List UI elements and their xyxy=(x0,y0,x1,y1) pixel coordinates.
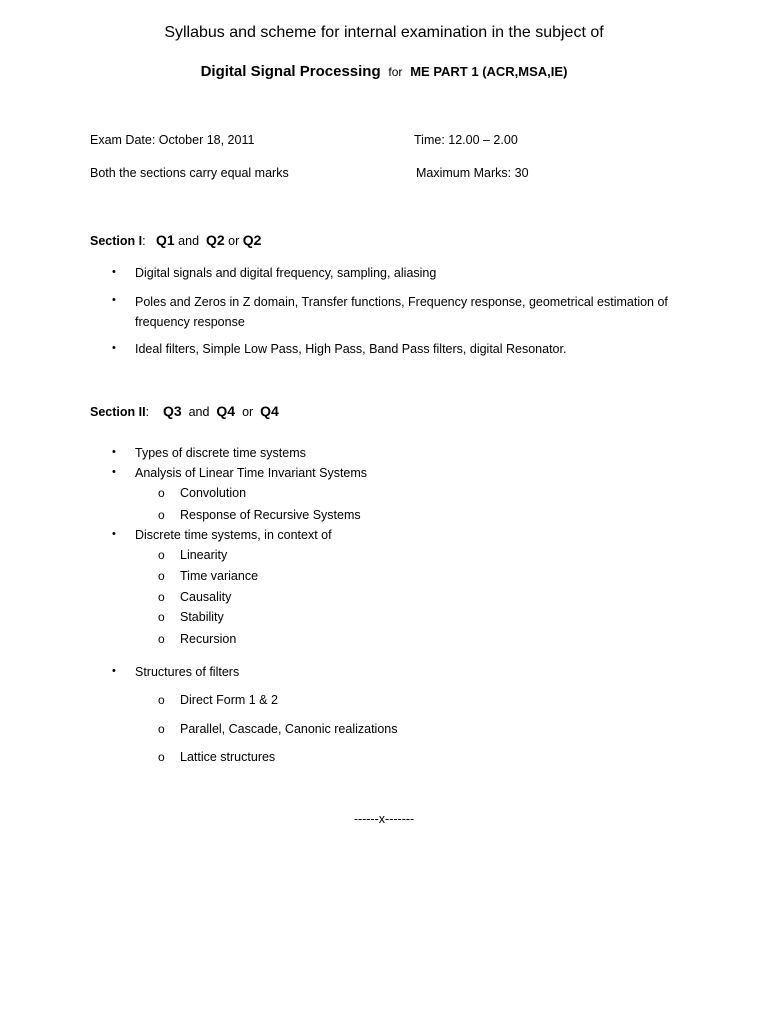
maximum-marks: Maximum Marks: 30 xyxy=(416,166,529,180)
discrete-subitem: Recursion xyxy=(180,632,237,646)
section-2-or: or xyxy=(242,405,254,419)
analysis-subitem: Response of Recursive Systems xyxy=(180,508,361,522)
section-2-label: Section II xyxy=(90,405,146,419)
sub-bullet-icon: o xyxy=(158,632,165,646)
discrete-subitem: Linearity xyxy=(180,548,228,562)
bullet-icon: • xyxy=(112,342,116,354)
section-1-item: Digital signals and digital frequency, sampling, aliasing xyxy=(135,266,437,280)
sub-bullet-icon: o xyxy=(158,569,165,583)
sub-bullet-icon: o xyxy=(158,486,165,500)
bullet-icon: • xyxy=(112,266,116,278)
sub-bullet-icon: o xyxy=(158,610,165,624)
bullet-icon: • xyxy=(112,528,116,540)
document-title-line: Syllabus and scheme for internal examination in the subject of xyxy=(164,24,604,41)
structures-subitem: Direct Form 1 & 2 xyxy=(180,693,278,707)
section-2-q-c: Q4 xyxy=(260,403,279,419)
discrete-subitem: Stability xyxy=(180,610,224,624)
bullet-icon: • xyxy=(112,294,116,306)
section-2-item: Structures of filters xyxy=(135,665,240,679)
sub-bullet-icon: o xyxy=(158,508,165,522)
section-1-label: Section I xyxy=(90,234,143,248)
section-2-item: Types of discrete time systems xyxy=(135,446,306,460)
exam-time: Time: 12.00 – 2.00 xyxy=(414,133,518,147)
section-1-heading xyxy=(90,232,261,248)
section-1-or: or xyxy=(228,234,240,248)
structures-subitem: Lattice structures xyxy=(180,750,276,764)
section-1-item: Ideal filters, Simple Low Pass, High Pass, Band Pass filters, digital Resonator. xyxy=(135,342,567,356)
section-2-item: Discrete time systems, in context of xyxy=(135,528,332,542)
discrete-subitem: Causality xyxy=(180,590,232,604)
for-word: for xyxy=(388,65,403,79)
section-1-q-a: Q1 xyxy=(156,232,175,248)
section-1-item: Poles and Zeros in Z domain, Transfer functions, Frequency response, geometrical estimation of frequency response xyxy=(135,295,668,329)
section-2-and: and xyxy=(188,405,210,419)
sub-bullet-icon: o xyxy=(158,722,165,736)
sub-bullet-icon: o xyxy=(158,548,165,562)
sub-bullet-icon: o xyxy=(158,693,165,707)
section-1-q-b: Q2 xyxy=(205,232,225,248)
section-2-item: Analysis of Linear Time Invariant Systems xyxy=(135,466,368,480)
bullet-icon: • xyxy=(112,446,116,458)
structures-subitem: Parallel, Cascade, Canonic realizations xyxy=(180,722,398,736)
exam-date: Exam Date: October 18, 2011 xyxy=(90,133,255,147)
section-1-colon: : xyxy=(142,234,146,248)
discrete-subitem: Time variance xyxy=(180,569,259,583)
analysis-subitem: Convolution xyxy=(180,486,247,500)
section-2-heading xyxy=(90,403,279,419)
end-marker: ------x------- xyxy=(353,812,415,826)
bullet-icon: • xyxy=(112,466,116,478)
section-1-and: and xyxy=(178,234,200,248)
document-subject-line xyxy=(0,63,768,80)
bullet-icon: • xyxy=(112,665,116,677)
sub-bullet-icon: o xyxy=(158,590,165,604)
section-2-q-b: Q4 xyxy=(216,403,236,419)
subject-name: Digital Signal Processing xyxy=(200,63,381,80)
section-2-q-a: Q3 xyxy=(162,403,182,419)
section-1-q-c: Q2 xyxy=(242,232,262,248)
sections-note: Both the sections carry equal marks xyxy=(90,166,289,180)
section-2-colon: : xyxy=(145,405,150,419)
program-part: ME PART 1 (ACR,MSA,IE) xyxy=(410,64,568,79)
sub-bullet-icon: o xyxy=(158,750,165,764)
